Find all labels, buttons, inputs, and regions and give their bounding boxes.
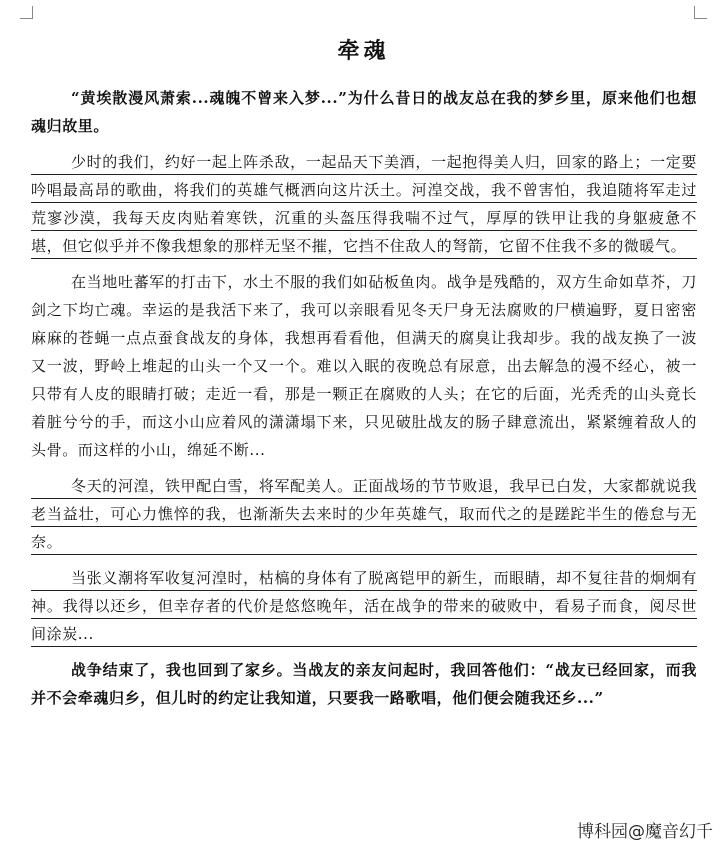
paragraph-4: 当张义潮将军收复河湟时，枯槁的身体有了脱离铠甲的新生，而眼睛，却不复往昔的炯炯有神。我得以还乡，但幸存者的代价是悠悠晚年，活在战争的带来的破败中，看易子而食，阅尽世间涂炭... <box>31 564 697 648</box>
intro-paragraph: “黄埃散漫风萧索...魂魄不曾来入梦...”为什么昔日的战友总在我的梦乡里，原来他们也想魂归故里。 <box>31 89 697 135</box>
document-body <box>31 84 697 720</box>
paragraph-3: 冬天的河湟，铁甲配白雪，将军配美人。正面战场的节节败退，我早已白发，大家都就说我老当益壮，可心力憔悴的我，也渐渐失去来时的少年英雄气，取而代之的是蹉跎半生的倦怠与无奈。 <box>31 472 697 556</box>
paragraph-1: 少时的我们，约好一起上阵杀敌，一起品天下美酒，一起抱得美人归，回家的路上；一定要吟唱最高昂的歌曲，将我们的英雄气概洒向这片沃土。河湟交战，我不曾害怕，我追随将军走过荒寥沙漠，我每天皮肉贴着寒铁，沉重的头盔压得我喘不过气，厚厚的铁甲让我的身躯疲惫不堪，但它似乎并不像我想象的那样无坚不摧，它挡不住敌人的弩箭，它留不住我不多的微暖气。 <box>31 148 697 260</box>
closing-paragraph: 战争结束了，我也回到了家乡。当战友的亲友问起时，我回答他们：“战友已经回家，而我并不会牵魂归乡，但儿时的约定让我知道，只要我一路歌唱，他们便会随我还乡...” <box>31 661 697 707</box>
page-corner-mark-right <box>694 6 707 19</box>
page-corner-mark-left <box>20 6 33 19</box>
paragraph-2: 在当地吐蕃军的打击下，水土不服的我们如砧板鱼肉。战争是残酷的，双方生命如草芥，刀剑之下均亡魂。幸运的是我活下来了，我可以亲眼看见冬天尸身无法腐败的尸横遍野，夏日密密麻麻的苍蝇一点点蚕食战友的身体，我想再看看他，但满天的腐臭让我却步。我的战友换了一波又一波，野岭上堆起的山头一个又一个。难以入眠的夜晚总有尿意，出去解急的漫不经心，被一只带有人皮的眼睛打破；走近一看，那是一颗正在腐败的人头；在它的后面，光秃秃的山头竟长着脏兮兮的手，而这小山应着风的潇潇塌下来，只见破肚战友的肠子肆意流出，紧紧缠着敌人的头骨。而这样的小山，绵延不断... <box>31 273 697 459</box>
source-watermark: 博科园@魔音幻千 <box>575 817 715 842</box>
document-title: 牵魂 <box>337 38 390 64</box>
